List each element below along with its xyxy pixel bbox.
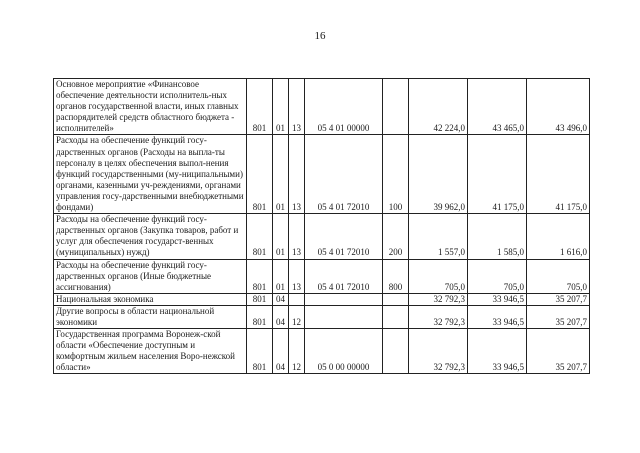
row-value-2: 41 175,0 — [468, 135, 527, 214]
row-value-3: 35 207,7 — [527, 293, 590, 305]
row-pr: 13 — [289, 135, 305, 214]
row-value-3: 41 175,0 — [527, 135, 590, 214]
row-name: Расходы на обеспечение функций госу-дарственных органов (Закупка товаров, работ и услуг для обеспечения государст-венных (муниципальных) нужд) — [54, 214, 247, 259]
row-vr — [383, 293, 409, 305]
row-name: Основное мероприятие «Финансовое обеспечение деятельности исполнитель-ных органов государственной власти, иных главных распорядителей средств областного бюджета - исполнителей» — [54, 79, 247, 135]
row-value-2: 1 585,0 — [468, 214, 527, 259]
row-value-1: 32 792,3 — [409, 305, 468, 328]
table-row — [54, 259, 590, 293]
row-pr: 13 — [289, 214, 305, 259]
row-value-3: 35 207,7 — [527, 329, 590, 374]
row-value-3: 43 496,0 — [527, 79, 590, 135]
table-row — [54, 79, 590, 135]
row-rz: 04 — [273, 329, 289, 374]
row-pr: 12 — [289, 329, 305, 374]
row-pr: 13 — [289, 79, 305, 135]
row-vr: 200 — [383, 214, 409, 259]
row-name: Другие вопросы в области национальной экономики — [54, 305, 247, 328]
row-value-2: 705,0 — [468, 259, 527, 293]
row-value-2: 33 946,5 — [468, 293, 527, 305]
row-gr: 801 — [247, 305, 273, 328]
row-csr — [305, 305, 383, 328]
row-vr — [383, 305, 409, 328]
row-value-2: 33 946,5 — [468, 305, 527, 328]
row-csr: 05 0 00 00000 — [305, 329, 383, 374]
row-pr: 12 — [289, 305, 305, 328]
table-row — [54, 293, 590, 305]
row-vr — [383, 329, 409, 374]
row-rz: 01 — [273, 214, 289, 259]
row-rz: 01 — [273, 259, 289, 293]
row-value-1: 32 792,3 — [409, 293, 468, 305]
row-gr: 801 — [247, 293, 273, 305]
row-value-3: 705,0 — [527, 259, 590, 293]
row-rz: 01 — [273, 79, 289, 135]
row-value-2: 33 946,5 — [468, 329, 527, 374]
row-vr: 800 — [383, 259, 409, 293]
table-row — [54, 305, 590, 328]
row-gr: 801 — [247, 259, 273, 293]
row-gr: 801 — [247, 79, 273, 135]
table-row — [54, 135, 590, 214]
row-name: Расходы на обеспечение функций госу-дарственных органов (Иные бюджетные ассигнования) — [54, 259, 247, 293]
row-rz: 04 — [273, 305, 289, 328]
row-gr: 801 — [247, 329, 273, 374]
row-value-1: 705,0 — [409, 259, 468, 293]
budget-table — [53, 78, 590, 374]
row-vr: 100 — [383, 135, 409, 214]
row-csr — [305, 293, 383, 305]
row-value-1: 32 792,3 — [409, 329, 468, 374]
row-csr: 05 4 01 00000 — [305, 79, 383, 135]
row-name: Государственная программа Воронеж-ской области «Обеспечение доступным и комфортным жильем населения Воро-нежской области» — [54, 329, 247, 374]
table-row — [54, 214, 590, 259]
row-value-2: 43 465,0 — [468, 79, 527, 135]
row-value-3: 35 207,7 — [527, 305, 590, 328]
row-gr: 801 — [247, 214, 273, 259]
row-value-1: 1 557,0 — [409, 214, 468, 259]
row-vr — [383, 79, 409, 135]
row-csr: 05 4 01 72010 — [305, 135, 383, 214]
row-name: Национальная экономика — [54, 293, 247, 305]
row-rz: 04 — [273, 293, 289, 305]
row-pr: 13 — [289, 259, 305, 293]
row-name: Расходы на обеспечение функций госу-дарственных органов (Расходы на выпла-ты персоналу в целях обеспечения выпол-нения функций государственными (му-ниципальными) органами, казенными уч-реждениями, органами управления госу-дарственными внебюджетными фондами) — [54, 135, 247, 214]
table-row — [54, 329, 590, 374]
row-value-1: 42 224,0 — [409, 79, 468, 135]
row-gr: 801 — [247, 135, 273, 214]
row-csr: 05 4 01 72010 — [305, 214, 383, 259]
row-pr — [289, 293, 305, 305]
page-number: 16 — [314, 30, 326, 42]
row-csr: 05 4 01 72010 — [305, 259, 383, 293]
row-value-1: 39 962,0 — [409, 135, 468, 214]
row-rz: 01 — [273, 135, 289, 214]
row-value-3: 1 616,0 — [527, 214, 590, 259]
